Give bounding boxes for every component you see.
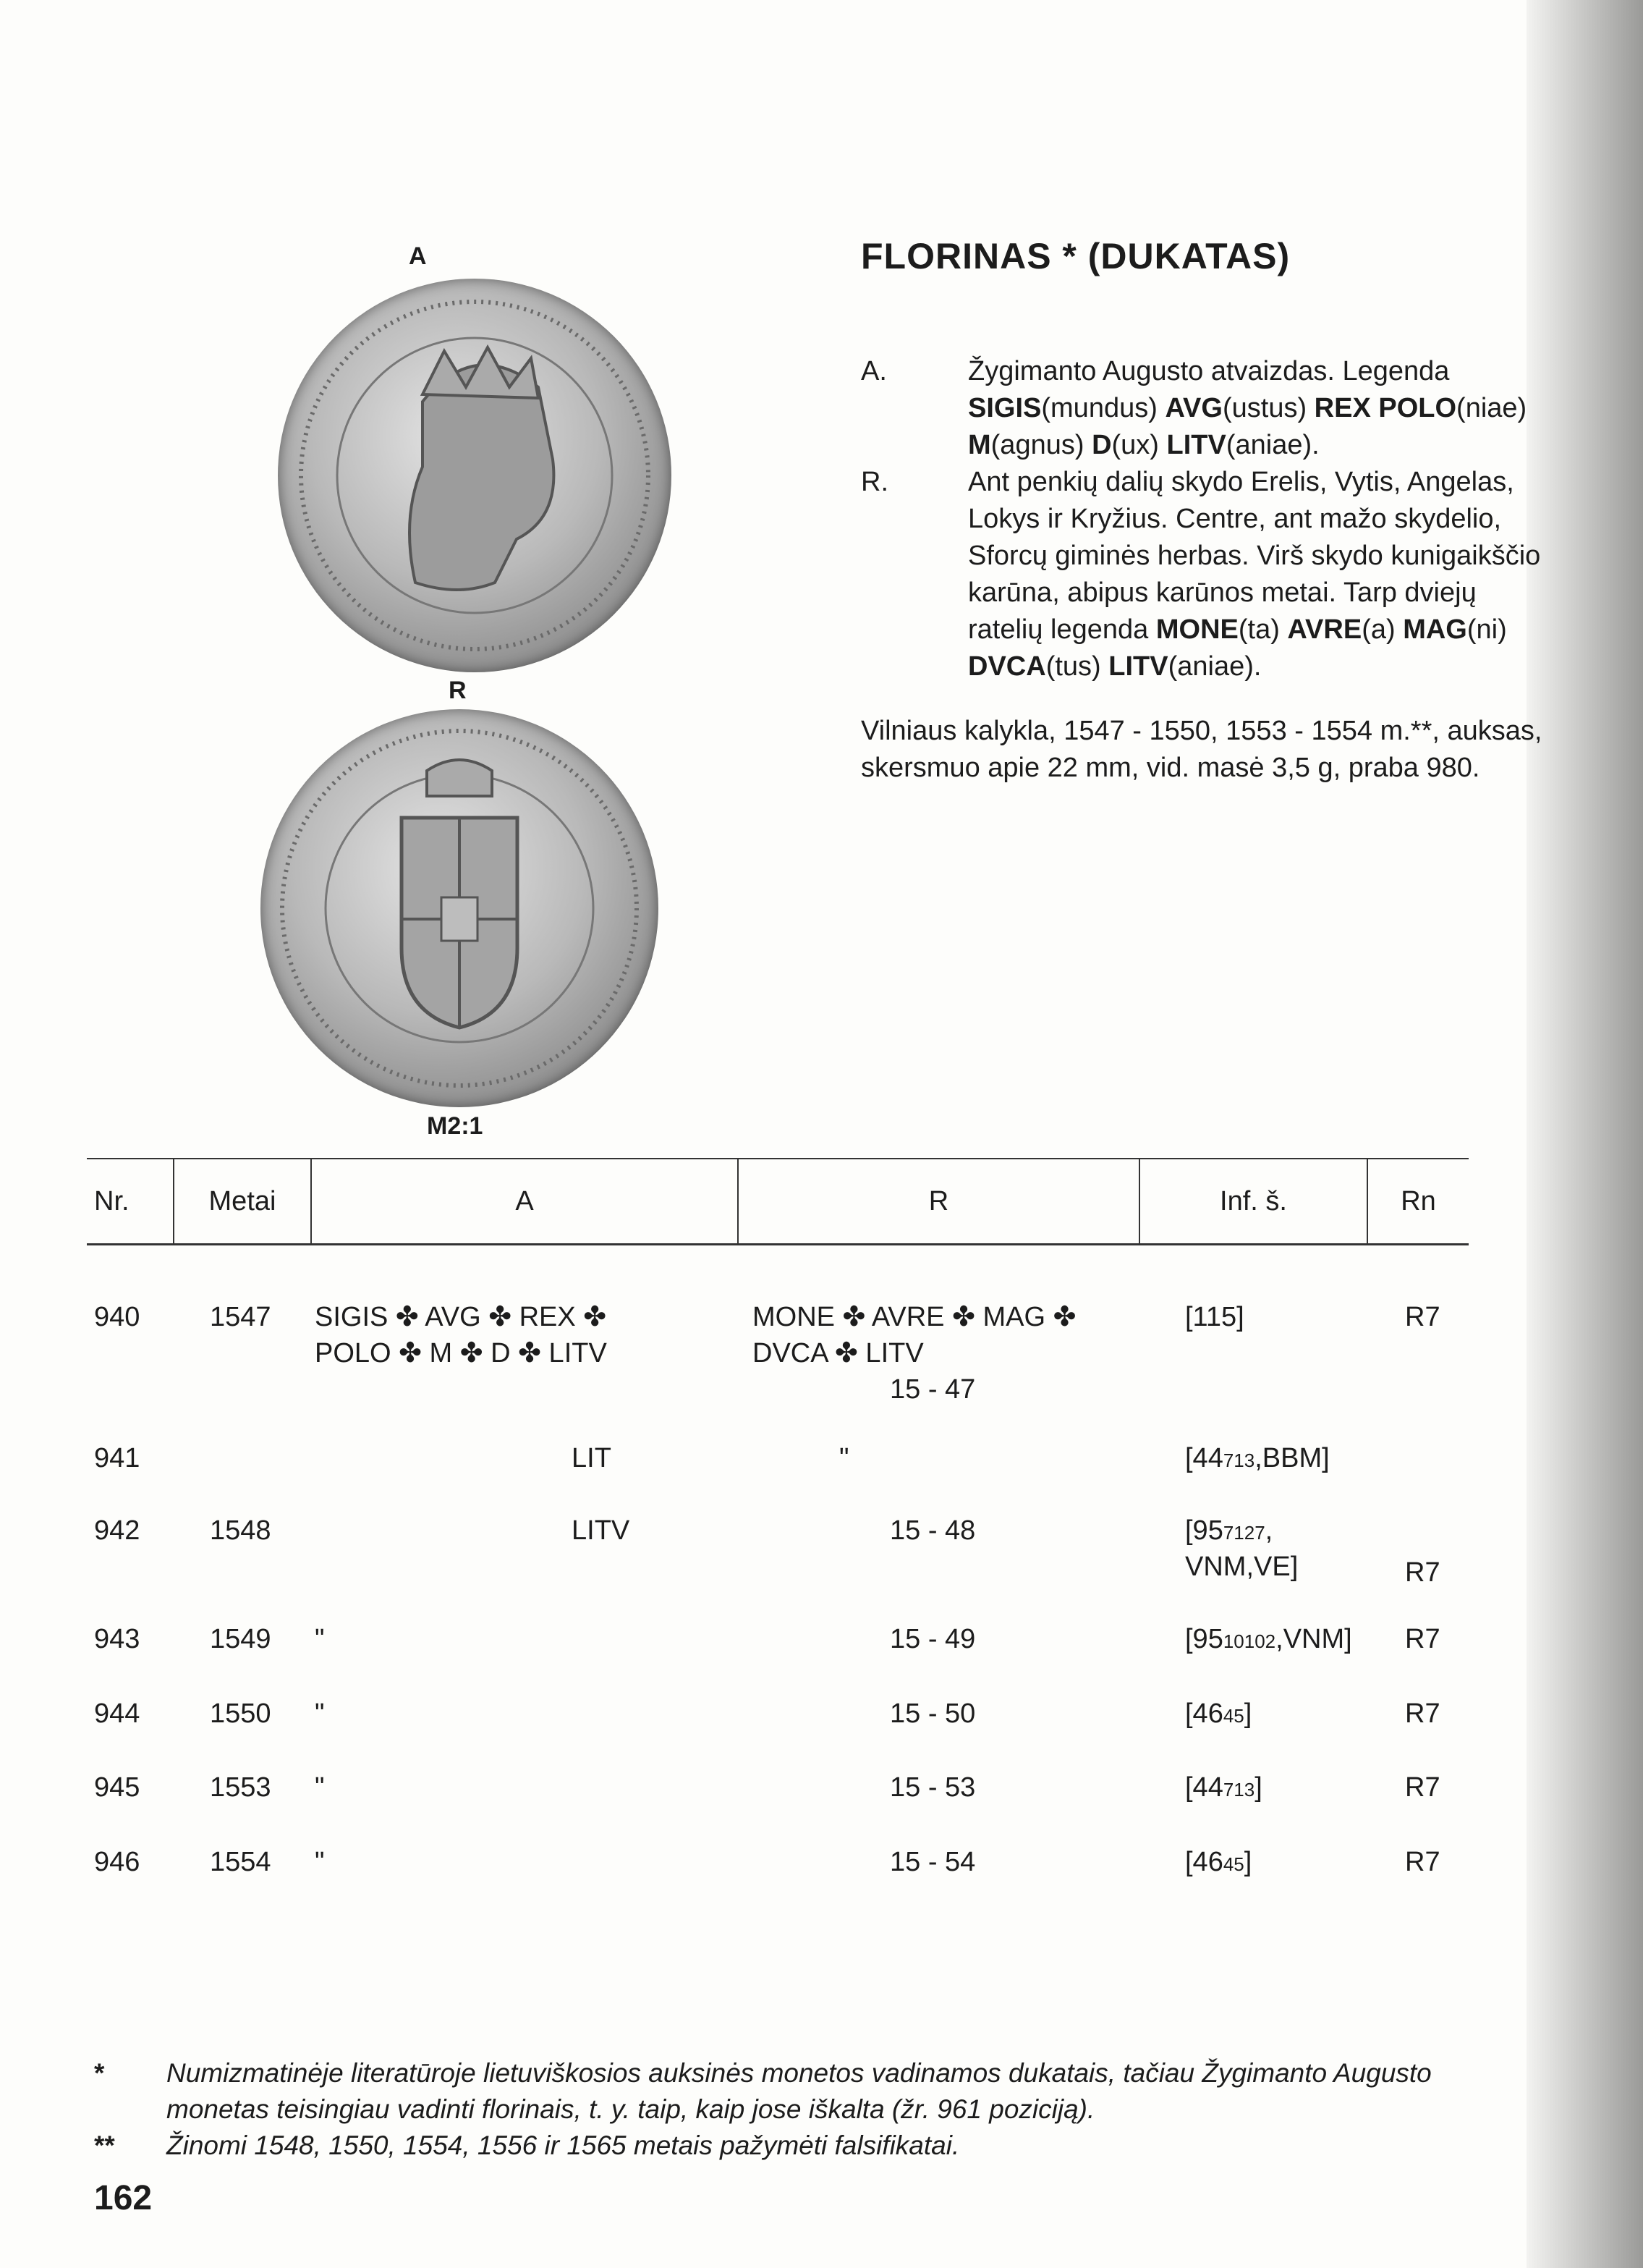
row-references: [44713]	[1185, 1772, 1262, 1803]
reverse-line-3: Sforcų giminės herbas. Virš skydo kunigaikščio	[968, 541, 1541, 571]
obverse-line-1: Žygimanto Augusto atvaizdas. Legenda	[968, 356, 1450, 386]
reverse-line-5: ratelių legenda MONE(ta) AVRE(a) MAG(ni)	[968, 614, 1507, 645]
row-rarity: R7	[1405, 1302, 1440, 1332]
row-rarity: R7	[1405, 1698, 1440, 1729]
row-rarity: R7	[1405, 1624, 1440, 1654]
portrait-icon	[278, 279, 671, 672]
row-year: 1549	[210, 1624, 271, 1654]
row-nr: 946	[94, 1847, 140, 1877]
row-year: 1553	[210, 1772, 271, 1803]
header-nr: Nr.	[87, 1159, 174, 1245]
row-nr: 942	[94, 1515, 140, 1546]
row-year: 1548	[210, 1515, 271, 1546]
coin-table	[87, 1158, 1469, 1245]
coin-reverse-image	[260, 709, 658, 1107]
footnote-1-line-1: Numizmatinėje literatūroje lietuviškosios auksinės monetos vadinamos dukatais, tačiau Žygimanto Augusto	[166, 2058, 1432, 2088]
table-header-row	[87, 1159, 1469, 1245]
row-references-line-2: VNM,VE]	[1185, 1552, 1299, 1582]
row-reverse: 15 - 53	[890, 1772, 976, 1803]
obverse-key: A.	[861, 356, 887, 386]
row-references: [4645]	[1185, 1847, 1252, 1877]
page-title: FLORINAS * (DUKATAS)	[861, 236, 1291, 276]
row-obverse: "	[315, 1624, 325, 1654]
reverse-line-4: karūna, abipus karūnos metai. Tarp dviejų	[968, 577, 1477, 608]
row-references: [44713,BBM]	[1185, 1443, 1330, 1473]
row-nr: 944	[94, 1698, 140, 1729]
row-reverse: 15 - 50	[890, 1698, 976, 1729]
row-rarity: R7	[1405, 1557, 1440, 1588]
mint-line-2: skersmuo apie 22 mm, vid. masė 3,5 g, praba 980.	[861, 753, 1480, 783]
row-rarity: R7	[1405, 1772, 1440, 1803]
footnote-1	[166, 2055, 1541, 2128]
obverse-line-2: SIGIS(mundus) AVG(ustus) REX POLO(niae)	[968, 393, 1527, 423]
row-nr: 941	[94, 1443, 140, 1473]
row-reverse-line-3: 15 - 47	[890, 1374, 976, 1405]
obverse-text	[968, 353, 1576, 464]
row-references: [4645]	[1185, 1698, 1252, 1729]
row-reverse-line-2: DVCA ✤ LITV	[752, 1338, 924, 1368]
coin-obverse-image	[278, 279, 671, 672]
row-year: 1554	[210, 1847, 271, 1877]
row-references: [957127,	[1185, 1515, 1273, 1546]
header-references: Inf. š.	[1139, 1159, 1367, 1245]
header-rarity: Rn	[1367, 1159, 1469, 1245]
page-number: 162	[94, 2179, 153, 2217]
row-obverse-line-1: SIGIS ✤ AVG ✤ REX ✤	[315, 1302, 607, 1332]
row-reverse: 15 - 49	[890, 1624, 976, 1654]
row-year: 1550	[210, 1698, 271, 1729]
reverse-line-1: Ant penkių dalių skydo Erelis, Vytis, Angelas,	[968, 467, 1514, 497]
row-year: 1547	[210, 1302, 271, 1332]
row-references: [9510102,VNM]	[1185, 1624, 1352, 1654]
reverse-text	[968, 464, 1576, 685]
row-obverse: "	[315, 1772, 325, 1803]
coat-of-arms-shield-icon	[260, 709, 658, 1107]
header-reverse: R	[738, 1159, 1139, 1245]
row-reverse: 15 - 54	[890, 1847, 976, 1877]
reverse-line-6: DVCA(tus) LITV(aniae).	[968, 651, 1262, 682]
footnote-1-line-2: monetas teisingiau vadinti florinais, t. y. taip, kaip jose iškalta (žr. 961 poziciją).	[166, 2094, 1095, 2124]
row-nr: 940	[94, 1302, 140, 1332]
row-reverse-line-1: MONE ✤ AVRE ✤ MAG ✤	[752, 1302, 1077, 1332]
header-year: Metai	[174, 1159, 311, 1245]
row-reverse: 15 - 48	[890, 1515, 976, 1546]
header-obverse: A	[311, 1159, 738, 1245]
row-obverse: LITV	[572, 1515, 630, 1546]
scale-label: M2:1	[427, 1112, 483, 1140]
mint-line-1: Vilniaus kalykla, 1547 - 1550, 1553 - 1554 m.**, auksas,	[861, 716, 1542, 746]
row-obverse: "	[315, 1698, 325, 1729]
row-obverse-line-2: POLO ✤ M ✤ D ✤ LITV	[315, 1338, 607, 1368]
reverse-label: R	[449, 677, 467, 704]
row-nr: 943	[94, 1624, 140, 1654]
row-references: [115]	[1185, 1302, 1244, 1332]
page-edge-shadow	[1527, 0, 1643, 2268]
row-rarity: R7	[1405, 1847, 1440, 1877]
footnote-2: Žinomi 1548, 1550, 1554, 1556 ir 1565 metais pažymėti falsifikatai.	[166, 2131, 960, 2160]
mint-info	[861, 713, 1542, 787]
row-nr: 945	[94, 1772, 140, 1803]
coin-description	[861, 353, 1584, 686]
row-obverse: LIT	[572, 1443, 611, 1473]
obverse-line-3: M(agnus) D(ux) LITV(aniae).	[968, 430, 1320, 460]
obverse-label: A	[409, 242, 427, 270]
footnote-1-mark: *	[94, 2058, 105, 2088]
reverse-key: R.	[861, 467, 888, 497]
reverse-line-2: Lokys ir Kryžius. Centre, ant mažo skydelio,	[968, 504, 1502, 534]
row-obverse: "	[315, 1847, 325, 1877]
row-reverse: "	[839, 1443, 849, 1473]
footnote-2-mark: **	[94, 2131, 115, 2160]
